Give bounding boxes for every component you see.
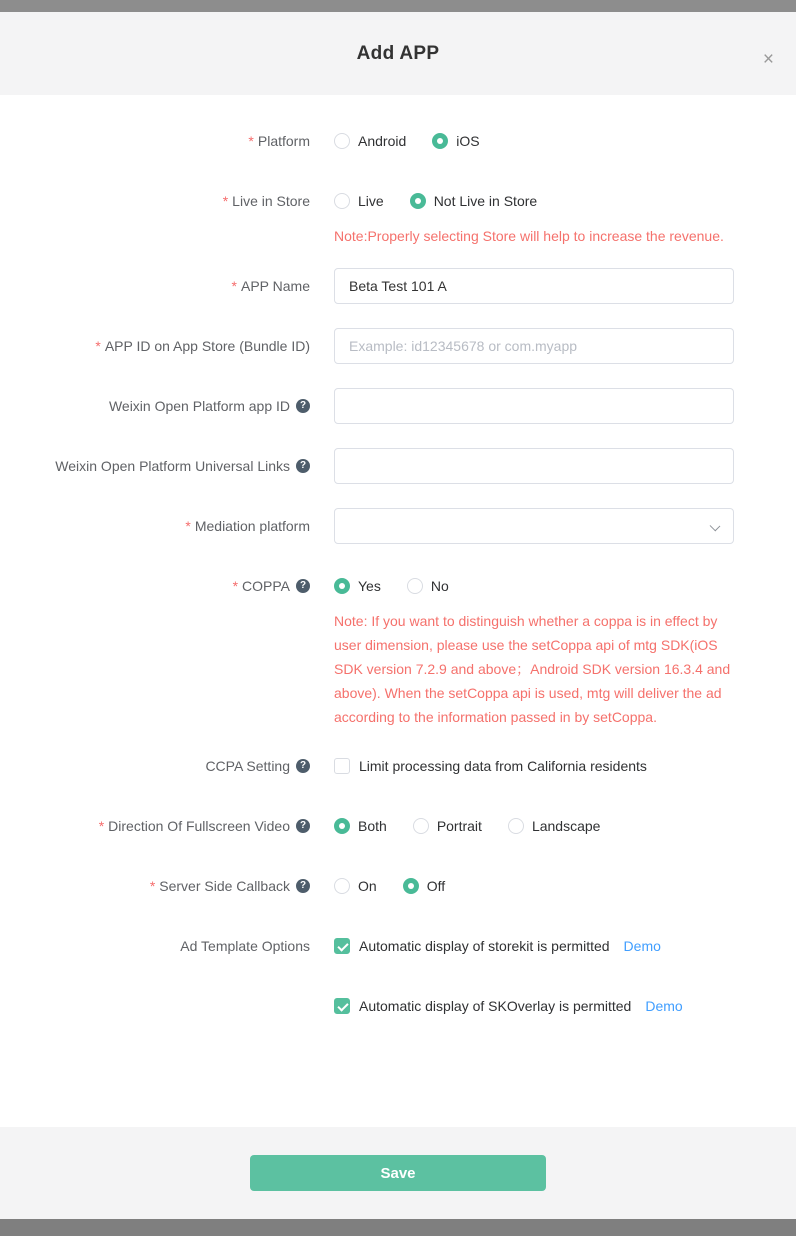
radio-checked-icon bbox=[334, 818, 350, 834]
direction-label: * Direction Of Fullscreen Video ? bbox=[0, 816, 310, 836]
coppa-radio-group bbox=[334, 576, 796, 596]
close-icon[interactable]: × bbox=[762, 49, 774, 70]
radio-not-live-in-store[interactable]: Not Live in Store bbox=[410, 193, 538, 209]
mediation-platform-select[interactable] bbox=[334, 508, 734, 544]
live-in-store-label: * Live in Store bbox=[222, 193, 310, 209]
radio-direction-landscape[interactable]: Landscape bbox=[508, 818, 601, 834]
radio-unchecked-icon bbox=[413, 818, 429, 834]
checkbox-checked-icon[interactable] bbox=[334, 938, 350, 954]
coppa-note: Note: If you want to distinguish whether a coppa is in effect by user dimension, please use the setCoppa api of mtg SDK(iOS SDK version 7.2.9 and above；Android SDK version 16.3.4 and above). When the setCoppa api is used, mtg will deliver the ad according to the information passed in by setCoppa. bbox=[334, 613, 731, 725]
radio-coppa-yes[interactable]: Yes bbox=[334, 578, 381, 594]
app-id-input[interactable] bbox=[334, 328, 734, 364]
radio-callback-on[interactable]: On bbox=[334, 878, 377, 894]
radio-checked-icon bbox=[410, 193, 426, 209]
save-button[interactable]: Save bbox=[250, 1155, 546, 1191]
form-row-ccpa bbox=[0, 756, 796, 776]
form-row-live-in-store bbox=[0, 191, 796, 248]
radio-direction-portrait[interactable]: Portrait bbox=[413, 818, 482, 834]
radio-direction-both[interactable]: Both bbox=[334, 818, 387, 834]
live-in-store-note: Note:Properly selecting Store will help to increase the revenue. bbox=[334, 228, 724, 244]
help-icon[interactable]: ? bbox=[296, 579, 310, 593]
form-row-coppa bbox=[0, 576, 796, 729]
radio-platform-ios[interactable]: iOS bbox=[432, 133, 479, 149]
required-asterisk: * bbox=[149, 878, 156, 894]
ad-template-label: Ad Template Options bbox=[180, 938, 310, 954]
weixin-app-id-input[interactable] bbox=[334, 388, 734, 424]
radio-checked-icon bbox=[403, 878, 419, 894]
app-name-label: * APP Name bbox=[0, 268, 310, 304]
checkbox-unchecked-icon[interactable] bbox=[334, 758, 350, 774]
required-asterisk: * bbox=[248, 133, 254, 149]
window-top-bar bbox=[0, 0, 796, 12]
radio-checked-icon bbox=[432, 133, 448, 149]
radio-unchecked-icon bbox=[334, 193, 350, 209]
skoverlay-demo-link[interactable]: Demo bbox=[645, 998, 683, 1014]
app-id-label: * APP ID on App Store (Bundle ID) bbox=[0, 328, 310, 364]
form-row-platform bbox=[0, 131, 796, 151]
add-app-form bbox=[0, 95, 796, 1127]
weixin-links-label: Weixin Open Platform Universal Links ? bbox=[0, 448, 310, 484]
ccpa-checkbox-row bbox=[334, 756, 796, 776]
coppa-label: * COPPA ? bbox=[0, 576, 310, 596]
server-callback-label: * Server Side Callback ? bbox=[0, 876, 310, 896]
required-asterisk: * bbox=[185, 518, 191, 534]
modal-header bbox=[0, 12, 796, 95]
platform-label: * Platform bbox=[248, 133, 310, 149]
mediation-label: * Mediation platform bbox=[0, 508, 310, 544]
storekit-checkbox-row bbox=[334, 936, 796, 956]
required-asterisk: * bbox=[95, 338, 101, 354]
required-asterisk: * bbox=[98, 818, 105, 834]
radio-coppa-no[interactable]: No bbox=[407, 578, 449, 594]
form-row-mediation bbox=[0, 508, 796, 544]
weixin-app-id-label: Weixin Open Platform app ID ? bbox=[0, 388, 310, 424]
live-in-store-radio-group bbox=[334, 191, 796, 211]
radio-platform-android[interactable]: Android bbox=[334, 133, 406, 149]
skoverlay-checkbox-row bbox=[334, 996, 796, 1016]
direction-radio-group bbox=[334, 816, 796, 836]
app-name-input[interactable] bbox=[334, 268, 734, 304]
radio-unchecked-icon bbox=[508, 818, 524, 834]
ccpa-label: CCPA Setting ? bbox=[0, 756, 310, 776]
help-icon[interactable]: ? bbox=[296, 819, 310, 833]
form-row-direction bbox=[0, 816, 796, 836]
radio-unchecked-icon bbox=[334, 133, 350, 149]
form-row-weixin-links bbox=[0, 448, 796, 484]
storekit-checkbox-label: Automatic display of storekit is permitted bbox=[359, 938, 610, 954]
window-bottom-bar bbox=[0, 1219, 796, 1236]
form-row-ad-template bbox=[0, 936, 796, 956]
platform-radio-group bbox=[334, 131, 796, 151]
form-row-skoverlay bbox=[0, 996, 796, 1016]
weixin-links-input[interactable] bbox=[334, 448, 734, 484]
radio-checked-icon bbox=[334, 578, 350, 594]
ccpa-checkbox-label: Limit processing data from California residents bbox=[359, 758, 647, 774]
required-asterisk: * bbox=[232, 578, 239, 594]
radio-callback-off[interactable]: Off bbox=[403, 878, 445, 894]
server-callback-radio-group bbox=[334, 876, 796, 896]
modal-title: Add APP bbox=[356, 42, 440, 64]
storekit-demo-link[interactable]: Demo bbox=[623, 938, 661, 954]
form-row-server-callback bbox=[0, 876, 796, 896]
chevron-down-icon bbox=[710, 521, 721, 532]
required-asterisk: * bbox=[231, 278, 237, 294]
radio-live[interactable]: Live bbox=[334, 193, 384, 209]
required-asterisk: * bbox=[222, 193, 229, 209]
form-row-app-id bbox=[0, 328, 796, 364]
help-icon[interactable]: ? bbox=[296, 399, 310, 413]
skoverlay-checkbox-label: Automatic display of SKOverlay is permitted bbox=[359, 998, 632, 1014]
help-icon[interactable]: ? bbox=[296, 879, 310, 893]
checkbox-checked-icon[interactable] bbox=[334, 998, 350, 1014]
radio-unchecked-icon bbox=[407, 578, 423, 594]
help-icon[interactable]: ? bbox=[296, 759, 310, 773]
radio-unchecked-icon bbox=[334, 878, 350, 894]
modal-footer bbox=[0, 1127, 796, 1219]
form-row-app-name bbox=[0, 268, 796, 304]
help-icon[interactable]: ? bbox=[296, 459, 310, 473]
form-row-weixin-app-id bbox=[0, 388, 796, 424]
